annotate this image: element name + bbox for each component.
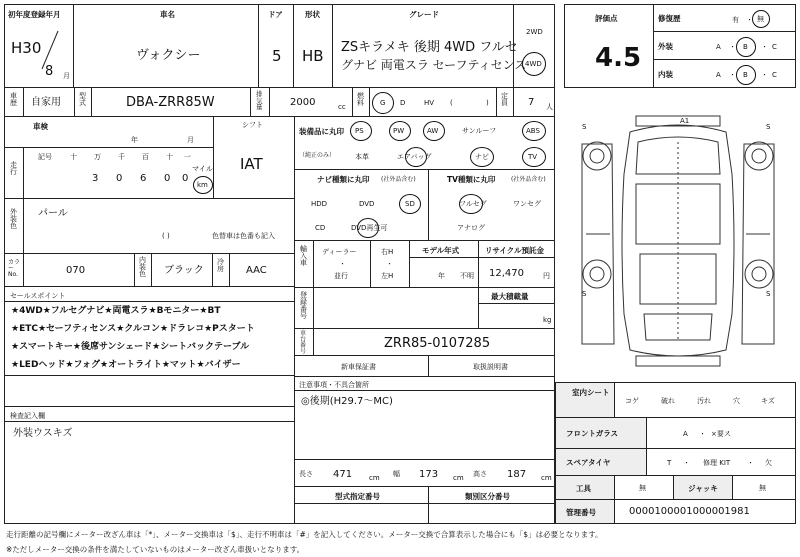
displacement-cell (269, 87, 353, 117)
import-dealer-cell (313, 240, 371, 288)
navi-cell (294, 169, 429, 241)
shape-cell (293, 4, 333, 88)
int-color-header-cell (134, 253, 152, 287)
control-cell (614, 499, 796, 524)
navi-note: (社外品含む) (381, 176, 416, 183)
diag-s-tl: S (582, 123, 587, 131)
color-header: 外装色 (10, 208, 17, 230)
dims-length-unit: cm (369, 474, 380, 482)
mileage-header: 走行 (10, 161, 17, 176)
eq-sunroof: サンルーフ (462, 127, 497, 135)
mileage-d0: 3 (92, 173, 99, 184)
reg-month-unit: 月 (63, 72, 70, 80)
jack-header-cell (673, 475, 733, 500)
int-color-cell (151, 253, 213, 287)
inspection-cell (4, 116, 214, 148)
reg-year-header: 初年度登録年月 (8, 10, 61, 19)
sheet-item-4: 穴 (733, 397, 740, 405)
shift-header: シフト (242, 121, 263, 129)
import-hand-cell (370, 240, 410, 288)
navi-sd: SD (405, 200, 415, 208)
grade-cell (332, 4, 527, 88)
usage-header-cell (4, 87, 24, 117)
fuel-paren-close: ) (486, 99, 489, 107)
import-dot2: ・ (386, 260, 393, 268)
tools-cell (614, 475, 674, 500)
notes-cell (294, 376, 555, 460)
control-header: 管理番号 (566, 508, 596, 517)
windshield-header-cell (555, 417, 647, 449)
mileage-d2: 6 (140, 173, 147, 184)
int-color-header: 内装色 (139, 256, 146, 278)
doors-cell (258, 4, 294, 88)
dims-width-unit: cm (453, 474, 464, 482)
type-no-header: 型式指定番号 (335, 492, 380, 501)
exterior-c: C (772, 43, 777, 51)
eq-airbag: エアバッグ (397, 153, 432, 161)
eq-navi: ナビ (475, 153, 489, 161)
spare-cell (646, 448, 796, 476)
mileage-h4: 十 (166, 153, 173, 161)
navi-cd: CD (315, 224, 326, 232)
tv-oneseg: ワンセグ (513, 200, 541, 208)
exterior-sep2: ・ (761, 43, 768, 51)
spare-t: T (667, 459, 672, 467)
spare-header-cell (555, 448, 647, 476)
model-header-cell (74, 87, 92, 117)
navi-dvdplay: DVD再生可 (351, 224, 388, 232)
chassis-value: ZRR85-0107285 (384, 336, 491, 351)
control-header-cell (555, 499, 615, 524)
windshield-x: ×要ス (711, 430, 731, 438)
displacement-header: 排気量 (256, 90, 263, 111)
sheet-item-3: 汚れ (697, 397, 711, 405)
import-dot1: ・ (339, 260, 346, 268)
sheet-item-5: キズ (761, 397, 775, 405)
model-year-header: モデル年式 (422, 246, 460, 255)
mileage-h5: 一 (184, 153, 191, 161)
sheet-header: 室内シート (572, 388, 610, 397)
max-load-header: 最大積載量 (491, 292, 529, 301)
color-value: パール (38, 208, 68, 219)
footer-line1: 走行距離の記号欄にメーター改ざん車は「*」、メーター交換車は「$」、走行不明車は「#」を記入してください。メーター交換で合算表示した場合にも「$」は必要となります。 (6, 530, 603, 539)
reg-year-cell (4, 4, 74, 88)
spare-header: スペアタイヤ (566, 458, 611, 467)
mileage-cell (23, 147, 214, 199)
dims-cell (294, 459, 555, 487)
navi-header: ナビ種類に丸印 (317, 175, 370, 184)
interior-row (653, 59, 796, 88)
class-no-header: 類別区分番号 (465, 492, 510, 501)
grade-line2: グナビ 両電スラ セーフティセンス (341, 58, 527, 72)
navi-hdd: HDD (311, 200, 328, 208)
sheet-item-1: コゲ (625, 397, 639, 405)
usage-value: 自家用 (31, 97, 61, 108)
fuel-hv: HV (424, 99, 435, 107)
car-name: ヴォクシー (136, 48, 201, 63)
equipment-cell (294, 116, 555, 170)
mileage-unit: km (197, 181, 208, 189)
repair-yes: 有 (732, 16, 739, 24)
max-load-cell (478, 287, 555, 329)
windshield-cell (646, 417, 796, 449)
sales-line-4: ★LEDヘッド★フォグ★オートライト★マット★バイザー (11, 360, 241, 370)
fuel-header: 燃料 (357, 92, 364, 107)
interior-sep1: ・ (729, 71, 736, 79)
capacity-unit: 人 (546, 103, 553, 111)
notes-header: 注意事項・不具合箇所 (299, 381, 369, 389)
warranty-manual-cell (428, 355, 555, 377)
mileage-unit-header: マイル (192, 165, 213, 173)
model-header: 型式 (79, 92, 86, 107)
fuel-paren-open: ( (450, 99, 453, 107)
mileage-h3: 百 (142, 153, 149, 161)
dims-length-label: 長さ (299, 470, 313, 478)
navi-dvd: DVD (359, 200, 375, 208)
grade-header: グレード (409, 10, 439, 19)
repair-no: 無 (757, 15, 764, 23)
diag-s-br: S (766, 290, 771, 298)
displacement-value: 2000 (290, 97, 316, 108)
diag-a1: A1 (680, 117, 690, 125)
chassis-header: 車台番号 (300, 330, 307, 355)
drive-4wd: 4WD (525, 60, 542, 68)
color-paren: ( ) (162, 232, 170, 240)
recycle-value: 12,470 (489, 268, 524, 279)
exterior-a: A (716, 43, 721, 51)
tools-value: 無 (639, 484, 646, 492)
capacity-header: 定員 (501, 92, 508, 107)
capacity-value: 7 (528, 97, 535, 108)
ac-header-cell (212, 253, 230, 287)
car-name-cell (73, 4, 259, 88)
inspector-header: 検査記入欄 (10, 412, 45, 420)
eq-tv: TV (528, 153, 538, 161)
model-value: DBA-ZRR85W (126, 95, 215, 110)
grade-line1: ZSキラメキ 後期 4WD フルセ (341, 40, 518, 55)
mileage-record-label: 記号 (38, 153, 52, 161)
diag-s-tr: S (766, 123, 771, 131)
drive-cell (513, 4, 555, 88)
import-right: 右H (381, 248, 394, 256)
capacity-cell (513, 87, 555, 117)
inspection-year: 年 (131, 136, 138, 144)
spare-kit: 修理 KIT (703, 459, 731, 467)
int-color-value: ブラック (164, 265, 204, 276)
dims-width-label: 幅 (393, 470, 400, 478)
capacity-header-cell (496, 87, 514, 117)
shift-cell (213, 116, 295, 199)
interior-a: A (716, 71, 721, 79)
repair-sep: ・ (746, 16, 753, 24)
dims-height-label: 高さ (473, 470, 487, 478)
windshield-sep: ・ (699, 430, 706, 438)
shape-value: HB (302, 47, 324, 65)
ac-cell (229, 253, 295, 287)
eq-ps: PS (355, 127, 364, 135)
repair-row (653, 4, 796, 32)
mileage-d3: 0 (164, 173, 171, 184)
spare-sep2: ・ (747, 459, 754, 467)
color-no-cell (23, 253, 135, 287)
color-note: 色替車は色番も記入 (212, 232, 275, 240)
sheet-cell (614, 382, 796, 418)
tools-header-cell (555, 475, 615, 500)
tv-header: TV種類に丸印 (447, 175, 496, 184)
chassis-header-cell (294, 328, 314, 356)
recycle-header: リサイクル預託金 (485, 246, 544, 255)
ac-value: AAC (246, 265, 267, 276)
dims-length: 471 (333, 469, 353, 480)
displacement-unit: cc (338, 103, 346, 111)
dims-height-unit: cm (541, 474, 552, 482)
sheet-item-2: 破れ (661, 397, 675, 405)
import-parallel: 並行 (334, 272, 348, 280)
jack-cell (732, 475, 796, 500)
jack-header: ジャッキ (688, 484, 718, 493)
tv-analog: アナログ (457, 224, 485, 232)
footer-line2: ※ただしメーター交換の条件を満たしていないものはメーター改ざん車扱いとなります。 (6, 545, 305, 554)
exterior-b: B (743, 43, 748, 51)
repair-header: 修復歴 (658, 14, 681, 23)
color-header-cell (4, 198, 24, 254)
doors-header: ドア (268, 10, 283, 19)
diag-s-bl: S (582, 290, 587, 298)
displacement-header-cell (250, 87, 270, 117)
mileage-h2: 千 (118, 153, 125, 161)
interior-c: C (772, 71, 777, 79)
score-header: 評価点 (595, 14, 618, 23)
auction-sheet (4, 4, 796, 524)
recycle-cell (478, 240, 555, 288)
jack-value: 無 (759, 484, 766, 492)
inspector-cell (4, 406, 295, 524)
interior-b: B (743, 71, 748, 79)
warranty-manual: 取扱説明書 (473, 363, 508, 371)
exterior-sep1: ・ (729, 43, 736, 51)
windshield-a: A (683, 430, 688, 438)
mileage-header-cell (4, 147, 24, 199)
exterior-row (653, 31, 796, 60)
eq-abs: ABS (526, 127, 540, 135)
mileage-d4: 0 (182, 173, 189, 184)
score-cell (564, 4, 654, 88)
eq-aw: AW (427, 127, 439, 135)
reg-era-year: H30 (11, 39, 42, 57)
tv-cell (428, 169, 555, 241)
mileage-d1: 0 (116, 173, 123, 184)
inspection-month: 月 (187, 136, 194, 144)
control-value: 0000100001000001981 (629, 506, 750, 517)
equipment-subheader: （純正のみ） (299, 152, 336, 159)
model-year-cell (409, 240, 479, 288)
fuel-header-cell (352, 87, 370, 117)
car-name-header: 車名 (160, 10, 175, 19)
inspection-header: 車検 (33, 122, 48, 131)
color-cell (23, 198, 295, 254)
interior-header: 内装 (658, 70, 673, 79)
shift-value: IAT (240, 155, 263, 173)
color-no-header-cell (4, 253, 24, 287)
import-left: 左H (381, 272, 394, 280)
warranty-new: 新車保証書 (341, 363, 376, 371)
inspector-value: 外装ウスキズ (13, 428, 73, 439)
sales-line-2: ★ETC★セーフティセンス★クルコン★ドラレコ★Pスタート (11, 324, 255, 334)
color-no-header: カラーNo. (8, 259, 21, 278)
notes-value: ◎後期(H29.7～MC) (301, 396, 393, 407)
fuel-g: G (380, 99, 386, 107)
usage-header: 車歴 (10, 92, 17, 107)
spare-dash: 欠 (765, 459, 772, 467)
sales-points-cell (4, 286, 295, 376)
chassis-cell (313, 328, 555, 356)
score-value: 4.5 (595, 43, 642, 73)
registration-header-cell (294, 287, 314, 329)
eq-pw: PW (393, 127, 405, 135)
mileage-h1: 万 (94, 153, 101, 161)
drive-2wd: 2WD (526, 28, 543, 36)
fuel-d: D (400, 99, 406, 107)
mileage-h0: 十 (70, 153, 77, 161)
windshield-header: フロントガラス (566, 429, 619, 438)
model-cell (91, 87, 251, 117)
equipment-header: 装備品に丸印 (299, 127, 344, 136)
tools-header: 工具 (576, 484, 591, 493)
spare-sep1: ・ (683, 459, 690, 467)
tv-note: (社外品含む) (511, 176, 546, 183)
class-no-cell (428, 486, 555, 524)
ac-header: 冷房 (217, 258, 224, 273)
shape-header: 形状 (305, 10, 320, 19)
recycle-unit: 円 (543, 272, 550, 280)
registration-header: 登録番号 (300, 291, 307, 320)
registration-cell (313, 287, 479, 329)
doors-value: 5 (272, 47, 282, 65)
type-no-cell (294, 486, 429, 524)
import-header: 輸入車 (300, 245, 307, 267)
model-year-year: 年 (438, 272, 445, 280)
color-no-value: 070 (66, 265, 86, 276)
dims-width: 173 (419, 469, 439, 480)
max-load-unit: kg (543, 316, 552, 324)
dims-height: 187 (507, 469, 527, 480)
import-header-cell (294, 240, 314, 288)
sales-points-header: セールスポイント (10, 292, 66, 300)
blank-row (4, 375, 295, 407)
reg-month: 8 (45, 64, 54, 79)
fuel-cell (369, 87, 497, 117)
interior-sep2: ・ (761, 71, 768, 79)
usage-cell (23, 87, 75, 117)
warranty-new-cell (294, 355, 429, 377)
tv-fullseg: フルセグ (459, 200, 487, 208)
model-year-unknown: 不明 (460, 272, 474, 280)
sales-line-1: ★4WD★フルセグナビ★両電スラ★Bモニター★BT (11, 306, 221, 316)
import-dealer: ディーラー (322, 248, 357, 256)
sheet-header-cell (555, 382, 615, 418)
eq-leather: 本革 (355, 153, 369, 161)
exterior-header: 外装 (658, 42, 673, 51)
sales-line-3: ★スマートキー★後席サンシェード★シートバックテーブル (11, 342, 250, 352)
car-diagram (560, 104, 796, 376)
